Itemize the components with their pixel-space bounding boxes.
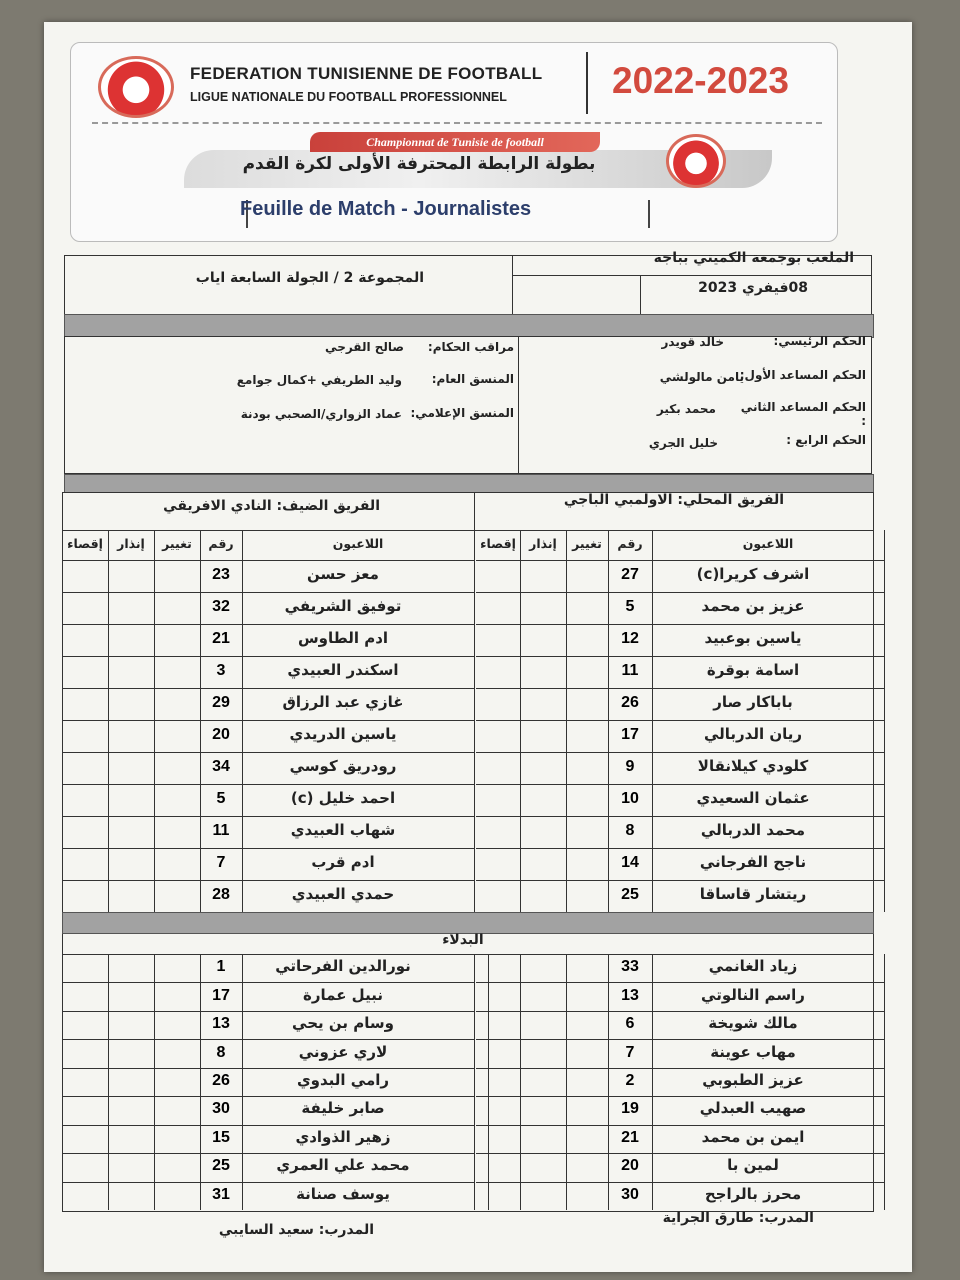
away-starters-player: ادم الطاوس xyxy=(297,629,389,647)
media-name: عماد الزواري/الصحبي بودنة xyxy=(240,407,402,421)
coordinator-label: المنسق العام: xyxy=(431,372,514,386)
home-subs-player: صهيب العبدلي xyxy=(699,1099,807,1118)
referee-name: خالد قويدر xyxy=(661,335,724,349)
observer-label: مراقب الحكام: xyxy=(427,340,514,354)
away-subs-number: 17 xyxy=(212,986,230,1004)
home-subs-number: 30 xyxy=(621,1185,639,1203)
away-starters-number: 11 xyxy=(212,822,230,839)
away-coach: المدرب: سعيد السايبي xyxy=(218,1222,374,1238)
federation-logo-icon xyxy=(98,56,174,118)
home-subs-player: عزيز الطبوبي xyxy=(702,1071,804,1089)
away-starters-number: 23 xyxy=(212,566,230,583)
away-subs-player: رامي البدوي xyxy=(296,1071,390,1089)
home-col-expulsion: إقصاء xyxy=(480,536,516,551)
away-starters-player: رودريق كوسي xyxy=(289,757,397,775)
home-starters-player: ناجح الفرجاني xyxy=(699,853,807,871)
away-col-number: رقم xyxy=(208,536,234,551)
home-subs-number: 21 xyxy=(621,1128,639,1146)
home-col-number: رقم xyxy=(617,536,643,551)
home-starters-player: كلودي كيلانقالا xyxy=(697,757,809,775)
home-starters-player: عثمان السعيدي xyxy=(696,789,810,807)
away-subs-number: 31 xyxy=(212,1185,230,1203)
assistant2-name: محمد بكير xyxy=(656,402,716,416)
home-starters-player: عزيز بن محمد xyxy=(701,597,805,615)
subs-title: البدلاء xyxy=(442,932,484,948)
away-subs-player: نورالدين الفرحاتي xyxy=(275,957,411,976)
fourth-name: خليل الجري xyxy=(648,436,718,450)
assistant1-label: الحكم المساعد الأول: xyxy=(739,368,866,382)
federation-title: FEDERATION TUNISIENNE DE FOOTBALL xyxy=(190,64,543,83)
home-subs-player: راسم النالوتي xyxy=(701,985,805,1004)
home-starters-player: اسامة بوقرة xyxy=(706,661,800,679)
assistant2-label: الحكم المساعد الثاني : xyxy=(740,400,866,428)
away-subs-player: يوسف صنانة xyxy=(296,1184,390,1203)
home-team-label: الفريق المحلي: الاولمبي الباجي xyxy=(563,492,784,508)
home-subs-number: 2 xyxy=(625,1072,635,1089)
match-round: المجموعة 2 / الجولة السابعة اياب xyxy=(195,270,424,286)
away-starters-player: حمدي العبيدي xyxy=(291,885,395,903)
home-starters-number: 9 xyxy=(625,758,635,775)
away-subs-number: 15 xyxy=(212,1128,230,1146)
referee-label: الحكم الرئيسي: xyxy=(773,334,866,348)
home-subs-player: مالك شويخة xyxy=(708,1014,798,1033)
home-subs-player: ايمن بن محمد xyxy=(701,1127,805,1146)
away-subs-number: 1 xyxy=(216,958,226,976)
away-starters-number: 28 xyxy=(212,886,230,903)
home-starters-number: 5 xyxy=(625,598,635,615)
home-starters-number: 14 xyxy=(621,854,639,871)
home-col-substitution: تغيير xyxy=(572,536,602,551)
away-subs-number: 13 xyxy=(212,1015,230,1033)
championship-ar: بطولة الرابطة المحترفة الأولى لكرة القدم xyxy=(242,154,596,174)
away-team-label: الفريق الضيف: النادي الافريقي xyxy=(163,498,380,514)
away-starters-number: 7 xyxy=(216,854,226,871)
away-starters-player: اسكندر العبيدي xyxy=(287,661,399,679)
away-starters-player: غازي عبد الرزاق xyxy=(282,693,404,711)
away-starters-player: ادم قرب xyxy=(311,853,375,871)
away-subs-number: 25 xyxy=(212,1157,230,1175)
home-starters-number: 11 xyxy=(621,662,639,679)
away-subs-player: صابر خليفة xyxy=(301,1099,385,1118)
home-starters-number: 8 xyxy=(625,822,635,839)
league-logo-icon xyxy=(666,134,726,188)
away-starters-player: شهاب العبيدي xyxy=(290,821,396,839)
home-starters-player: ريتشار قاساقا xyxy=(699,885,807,903)
observer-name: صالح القرجي xyxy=(325,340,404,354)
away-subs-player: محمد علي العمري xyxy=(276,1156,410,1175)
home-subs-number: 7 xyxy=(625,1043,635,1061)
home-starters-number: 27 xyxy=(621,566,639,583)
away-starters-number: 5 xyxy=(216,790,226,807)
away-starters-number: 3 xyxy=(216,662,226,679)
home-starters-number: 10 xyxy=(621,790,639,807)
home-subs-number: 6 xyxy=(625,1015,635,1033)
away-col-substitution: تغيير xyxy=(162,536,192,551)
home-subs-number: 19 xyxy=(621,1100,639,1118)
away-starters-number: 29 xyxy=(212,694,230,711)
away-starters-player: توفيق الشريفي xyxy=(284,597,402,615)
away-starters-number: 34 xyxy=(212,758,230,775)
championship-fr: Championnat de Tunisie de football xyxy=(310,132,600,152)
home-starters-number: 12 xyxy=(621,630,639,647)
home-col-warning: إنذار xyxy=(529,536,557,551)
away-starters-player: معز حسن xyxy=(307,565,379,583)
home-starters-number: 26 xyxy=(621,694,639,711)
stadium: الملعب بوجمعة الكميتي بباجة xyxy=(653,250,854,266)
away-starters-number: 20 xyxy=(212,726,230,743)
title-tick-right xyxy=(648,200,650,228)
away-starters-number: 21 xyxy=(212,630,230,647)
season-label: 2022-2023 xyxy=(612,60,789,101)
away-subs-player: زهير الذوادي xyxy=(295,1127,391,1146)
away-subs-number: 30 xyxy=(212,1100,230,1118)
match-date: 08فيفري 2023 xyxy=(698,280,808,296)
home-starters-player: ريان الدربالي xyxy=(703,725,803,743)
home-starters-player: ياسين بوعبيد xyxy=(704,629,802,647)
home-subs-player: لمين با xyxy=(727,1156,779,1175)
away-subs-player: نبيل عمارة xyxy=(303,985,383,1004)
home-starters-player: اشرف كريرا(c) xyxy=(696,565,810,583)
home-col-players: اللاعبون xyxy=(742,536,794,551)
home-starters-player: باباكار صار xyxy=(713,693,793,711)
home-subs-player: زياد الغانمي xyxy=(708,957,798,976)
away-col-expulsion: إقصاء xyxy=(67,536,103,551)
home-subs-player: مهاب عوينة xyxy=(710,1042,796,1061)
header-dashes xyxy=(92,122,822,124)
home-starters-number: 17 xyxy=(621,726,639,743)
fourth-label: الحكم الرابع : xyxy=(786,433,866,447)
away-starters-number: 32 xyxy=(212,598,230,615)
away-subs-number: 8 xyxy=(216,1043,226,1061)
match-sheet-paper xyxy=(44,22,912,1272)
home-coach: المدرب: طارق الجراية xyxy=(662,1210,814,1226)
away-col-players: اللاعبون xyxy=(332,536,384,551)
assistant1-name: يامن مالولشي xyxy=(659,370,744,384)
home-subs-number: 20 xyxy=(621,1157,639,1175)
away-starters-player: ياسين الدريدي xyxy=(289,725,397,743)
home-subs-player: محرز بالراجح xyxy=(704,1184,802,1203)
away-starters-player: احمد خليل (c) xyxy=(290,789,396,807)
divider-strip-3 xyxy=(62,912,874,934)
media-label: المنسق الإعلامي: xyxy=(410,406,514,420)
coordinator-name: وليد الطريفي +كمال جوامع xyxy=(236,373,402,387)
away-subs-player: وسام بن يحي xyxy=(292,1014,394,1033)
home-starters-number: 25 xyxy=(621,886,639,903)
away-subs-player: لاري عزوني xyxy=(298,1042,388,1061)
home-subs-number: 33 xyxy=(621,958,639,976)
sheet-title: Feuille de Match - Journalistes xyxy=(240,198,532,220)
header-divider xyxy=(586,52,588,114)
home-starters-player: محمد الدربالي xyxy=(700,821,806,839)
away-subs-number: 26 xyxy=(212,1072,230,1089)
league-title: LIGUE NATIONALE DU FOOTBALL PROFESSIONNEL xyxy=(190,90,507,104)
away-col-warning: إنذار xyxy=(117,536,145,551)
home-subs-number: 13 xyxy=(621,986,639,1004)
